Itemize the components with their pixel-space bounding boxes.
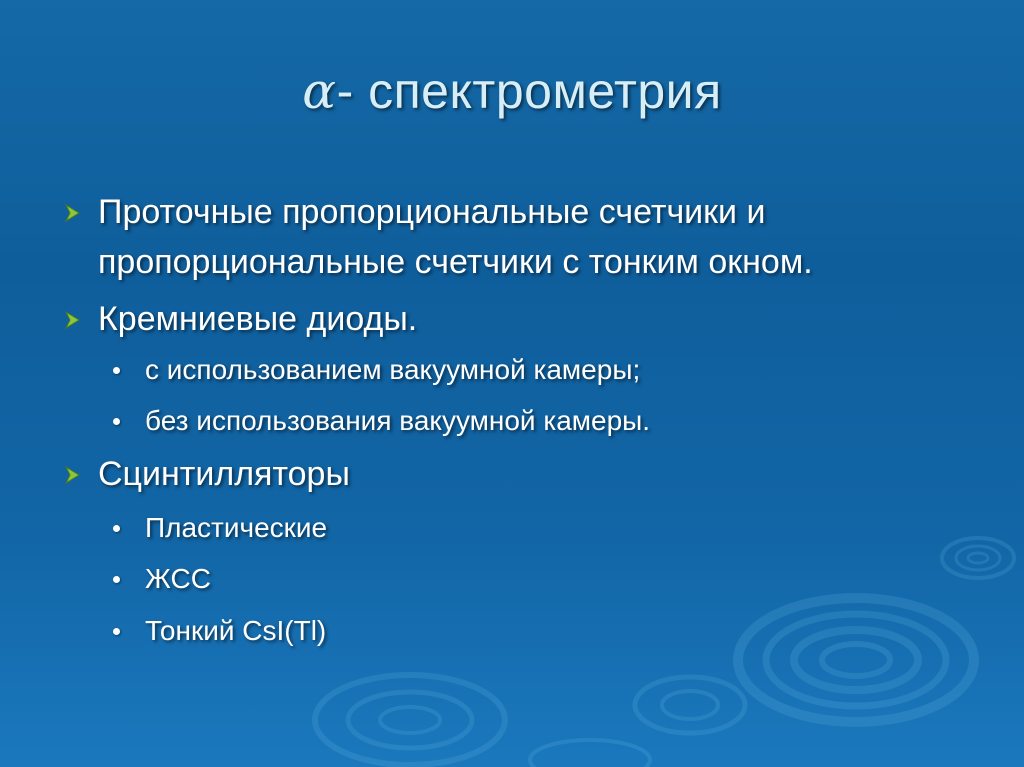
title-text: - спектрометрия — [336, 63, 722, 119]
bullet-item — [98, 449, 998, 499]
bullet-line: Проточные пропорциональные счетчики и — [98, 193, 766, 231]
dot-bullet-icon — [113, 576, 120, 583]
sub-item: без использования вакуумной камеры. — [145, 405, 651, 436]
bullet-line: Кремниевые диоды. — [98, 300, 418, 338]
alpha-symbol: α — [302, 62, 337, 120]
bullet-line: пропорциональные счетчики с тонким окном. — [98, 243, 813, 281]
sub-item: ЖСС — [145, 563, 211, 594]
dot-bullet-icon — [113, 525, 120, 532]
dot-bullet-icon — [113, 367, 120, 374]
sub-item: с использованием вакуумной камеры; — [145, 354, 641, 385]
dot-bullet-icon — [113, 628, 120, 635]
dot-bullet-icon — [113, 418, 120, 425]
bullet-item — [98, 294, 998, 344]
bullet-line: Сцинтилляторы — [98, 455, 350, 493]
slide-title — [0, 62, 1024, 120]
arrow-bullet-icon — [62, 464, 84, 486]
sub-item: Пластические — [145, 512, 328, 543]
bullet-item — [98, 187, 998, 287]
arrow-bullet-icon — [62, 309, 84, 331]
arrow-bullet-icon — [62, 202, 84, 224]
sub-item: Тонкий CsI(Tl) — [145, 615, 327, 646]
